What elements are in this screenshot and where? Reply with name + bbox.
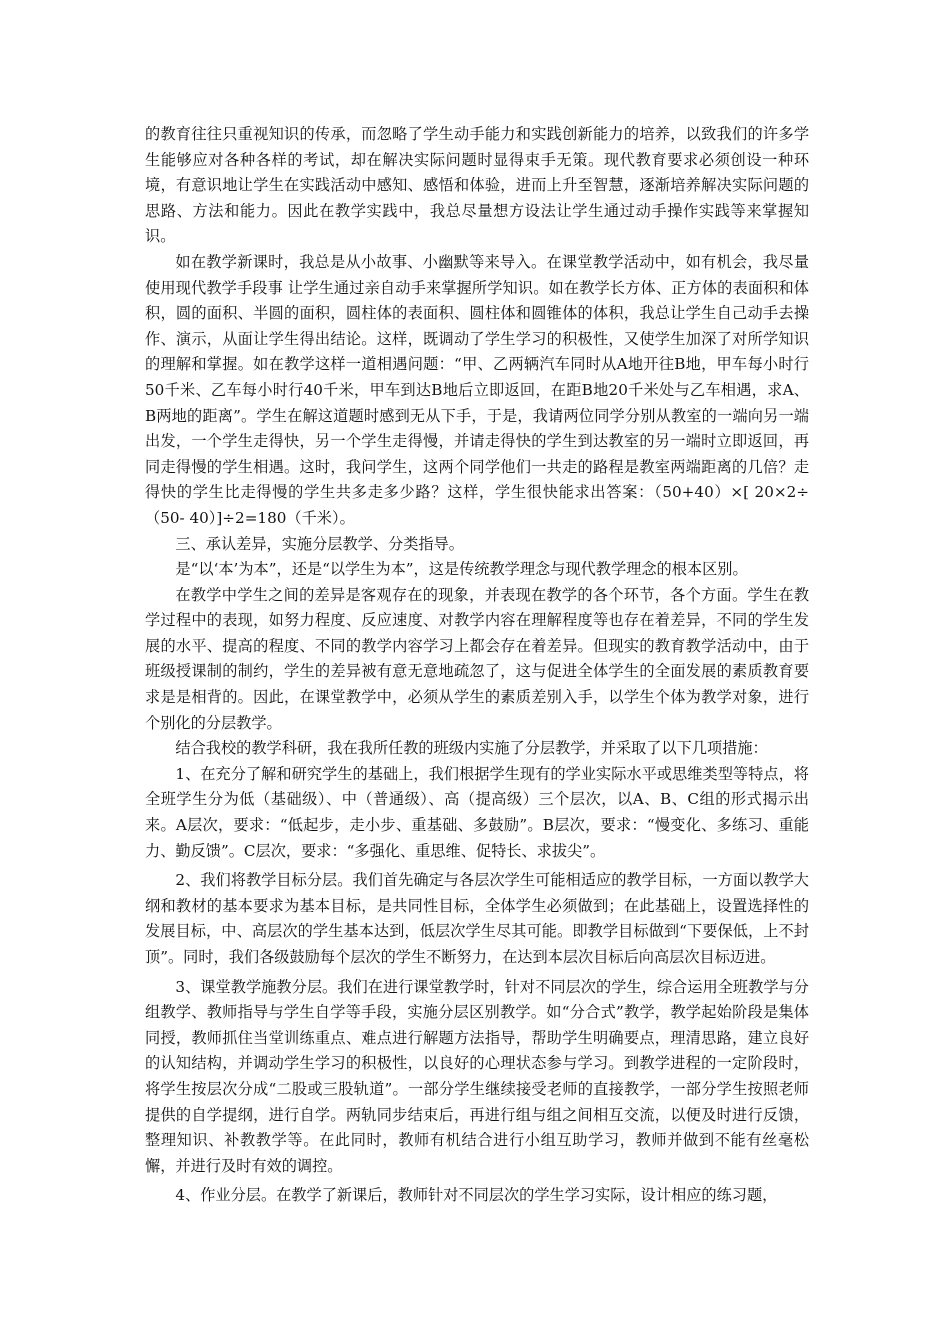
list-item-1: 1、在充分了解和研究学生的基础上，我们根据学生现有的学业实际水平或思维类型等特点，将全班学生分为低（基础级）、中（普通级）、高（提高级）三个层次，以A、B、C组的形式揭示出来。A层次，要求：“低起步，走小步、重基础、多鼓励”。B层次，要求：“慢变化、多练习、重能力、勤反馈”。C层次，要求：“多强化、重思维、促特长、求拔尖”。 bbox=[145, 764, 809, 860]
document-page bbox=[145, 122, 809, 1209]
paragraph-4: 是“以‘本’为本”，还是“以学生为本”，这是传统教学理念与现代教学理念的根本区别。 bbox=[175, 560, 748, 579]
list-item-4: 4、作业分层。在教学了新课后，教师针对不同层次的学生学习实际，设计相应的练习题， bbox=[175, 1186, 778, 1205]
list-item-2: 2、我们将教学目标分层。我们首先确定与各层次学生可能相适应的教学目标，一方面以教学大纲和教材的基本要求为基本目标，是共同性目标，全体学生必须做到；在此基础上，设置选择性的发展目标，中、高层次的学生基本达到，低层次学生尽其可能。即教学目标做到“下要保低，上不封顶”。同时，我们各级鼓励每个层次的学生不断努力，在达到本层次目标后向高层次目标迈进。 bbox=[145, 871, 809, 966]
list-item-3: 3、课堂教学施教分层。我们在进行课堂教学时，针对不同层次的学生，综合运用全班教学与分组教学、教师指导与学生自学等手段，实施分层区别教学。如“分合式”教学，教学起始阶段是集体同授，教师抓住当堂训练重点、难点进行解题方法指导，帮助学生明确要点，理清思路，建立良好的认知结构，并调动学生学习的积极性，以良好的心理状态参与学习。到教学进程的一定阶段时，将学生按层次分成“二股或三股轨道”。一部分学生继续接受老师的直接教学，一部分学生按照老师提供的自学提纲，进行自学。两轨同步结束后，再进行组与组之间相互交流，以便及时进行反馈，整理知识、补教教学等。在此同时，教师有机结合进行小组互助学习，教师并做到不能有丝毫松懈，并进行及时有效的调控。 bbox=[145, 977, 809, 1175]
section-heading-3: 三、承认差异，实施分层教学、分类指导。 bbox=[175, 534, 464, 553]
paragraph-6: 结合我校的教学科研，我在我所任教的班级内实施了分层教学，并采取了以下几项措施： bbox=[175, 739, 768, 758]
paragraph-5: 在教学中学生之间的差异是客观存在的现象，并表现在教学的各个环节，各个方面。学生在教学过程中的表现，如努力程度、反应速度、对教学内容在理解程度等也存在着差异，不同的学生发展的水平、提高的程度、不同的教学内容学习上都会存在着差异。但现实的教育教学活动中，由于班级授课制的制约，学生的差异被有意无意地疏忽了，这与促进全体学生的全面发展的素质教育要求是是相背的。因此，在课堂教学中，必须从学生的素质差别入手，以学生个体为教学对象，进行个别化的分层教学。 bbox=[145, 585, 809, 732]
paragraph-1: 的教育往往只重视知识的传承，而忽略了学生动手能力和实践创新能力的培养，以致我们的许多学生能够应对各种各样的考试，却在解决实际问题时显得束手无策。现代教育要求必须创设一种环境，有意识地让学生在实践活动中感知、感悟和体验，进而上升至智慧，逐渐培养解决实际问题的思路、方法和能力。因此在教学实践中，我总尽量想方设法让学生通过动手操作实践等来掌握知识。 bbox=[145, 125, 809, 246]
paragraph-2: 如在教学新课时，我总是从小故事、小幽默等来导入。在课堂教学活动中，如有机会，我尽量使用现代教学手段事 让学生通过亲自动手来掌握所学知识。如在教学长方体、正方体的表面积和体积，圆的面积、半圆的面积，圆柱体的表面积、圆柱体和圆锥体的体积，我总让学生自己动手去操作、演示，从面让学生得出结论。这样，既调动了学生学习的积极性，又使学生加深了对所学知识的理解和掌握。如在教学这样一道相遇问题：“甲、乙两辆汽车同时从A地开往B地，甲车每小时行50千米、乙车每小时行40千米，甲车到达B地后立即返回，在距B地20千米处与乙车相遇，求A、B两地的距离”。学生在解这道题时感到无从下手，于是，我请两位同学分别从教室的一端向另一端出发，一个学生走得快，另一个学生走得慢，并请走得快的学生到达教室的另一端时立即返回，再同走得慢的学生相遇。这时，我问学生，这两个同学他们一共走的路程是教室两端距离的几倍？走得快的学生比走得慢的学生共多走多少路？这样，学生很快能求出答案：（50+40）×[ 20×2÷（50- 40）]÷2=180（千米）。 bbox=[145, 252, 809, 527]
